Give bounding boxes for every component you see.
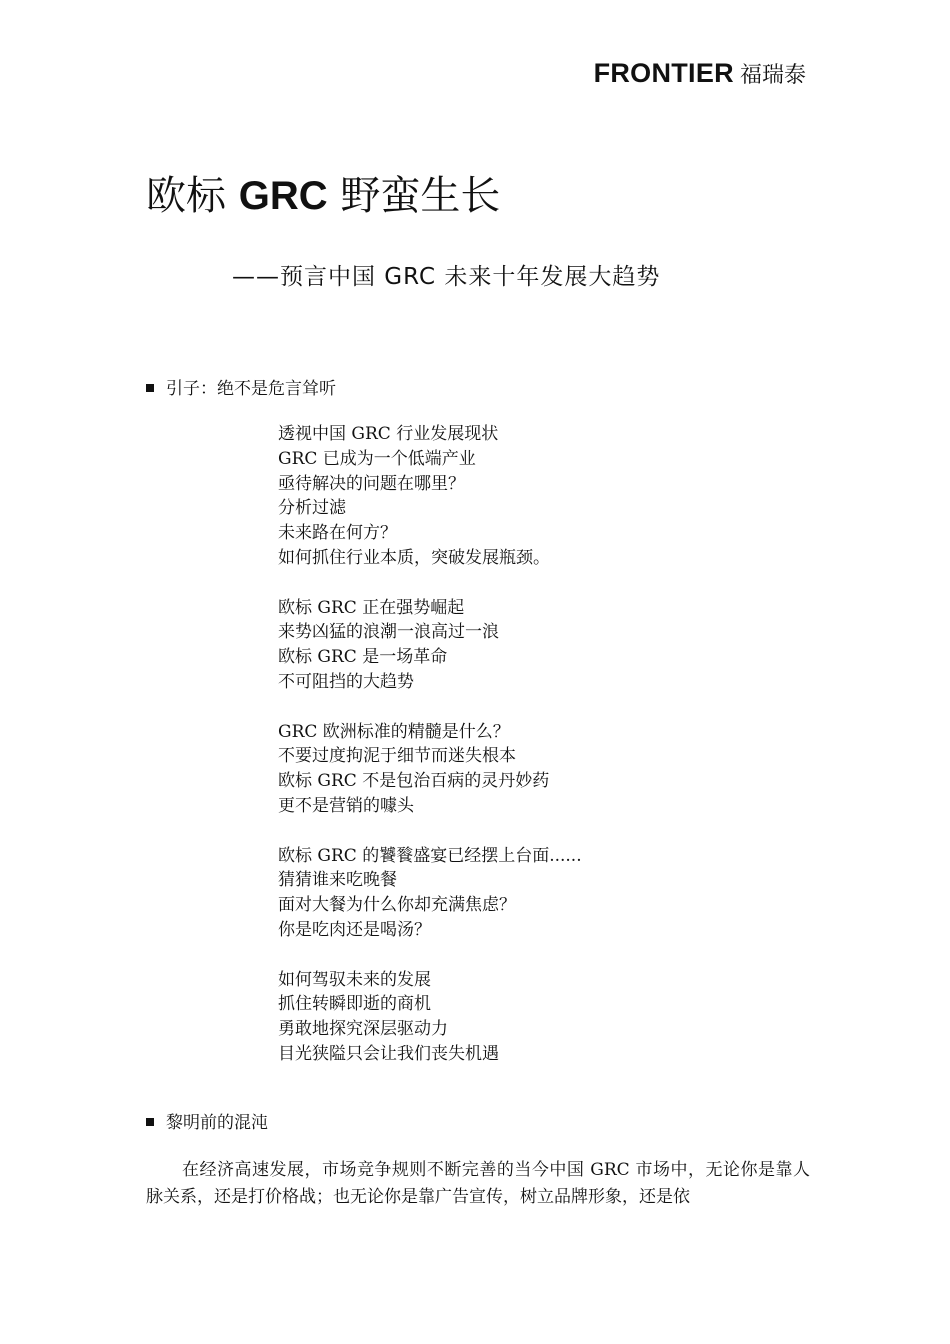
verse-line: 分析过滤 — [278, 498, 346, 519]
intro-verse — [278, 422, 582, 1092]
verse-line: 透视中国 GRC 行业发展现状 — [278, 424, 499, 444]
body-paragraph: 在经济高速发展，市场竞争规则不断完善的当今中国 GRC 市场中，无论你是靠人脉关系，还是打价格战；也无论你是靠广告宣传，树立品牌形象，还是依 — [146, 1160, 810, 1207]
verse-line: 来势凶猛的浪潮一浪高过一浪 — [278, 622, 499, 643]
verse-line: GRC 欧洲标准的精髓是什么？ — [278, 721, 510, 742]
verse-line: 不可阻挡的大趋势 — [278, 671, 414, 692]
section-heading-text: 黎明前的混沌 — [166, 1113, 268, 1133]
verse-line: 猜猜谁来吃晚餐 — [278, 870, 397, 891]
verse-line: 未来路在何方？ — [278, 523, 397, 544]
verse-line: 目光狭隘只会让我们丧失机遇 — [278, 1043, 499, 1064]
square-bullet-icon — [146, 1118, 154, 1126]
brand-header — [594, 58, 806, 89]
verse-stanza — [278, 968, 582, 1067]
title-suffix: 野蛮生长 — [327, 173, 501, 219]
verse-line: 欧标 GRC 的饕餮盛宴已经摆上台面...... — [278, 845, 582, 866]
verse-line: 欧标 GRC 正在强势崛起 — [278, 597, 465, 618]
brand-name-zh: 福瑞泰 — [739, 63, 806, 88]
verse-line: 如何驾驭未来的发展 — [278, 969, 431, 990]
verse-line: 面对大餐为什么你却充满焦虑？ — [278, 895, 516, 916]
verse-line: 不要过度拘泥于细节而迷失根本 — [278, 746, 516, 767]
verse-stanza — [278, 720, 582, 819]
section-heading-dawn — [146, 1110, 268, 1136]
title-prefix: 欧标 — [146, 173, 239, 219]
verse-stanza — [278, 596, 582, 695]
section-heading-text: 引子：绝不是危言耸听 — [166, 379, 336, 399]
verse-stanza — [278, 422, 582, 571]
title-grc: GRC — [238, 174, 328, 218]
section-heading-intro — [146, 376, 336, 402]
verse-line: 勇敢地探究深层驱动力 — [278, 1019, 448, 1040]
verse-line: 你是吃肉还是喝汤？ — [278, 919, 431, 940]
verse-line: 如何抓住行业本质，突破发展瓶颈。 — [278, 547, 550, 568]
brand-name-en: FRONTIER — [593, 58, 734, 88]
square-bullet-icon — [146, 384, 154, 392]
verse-line: GRC 已成为一个低端产业 — [278, 448, 476, 469]
verse-line: 欧标 GRC 不是包治百病的灵丹妙药 — [278, 771, 550, 792]
verse-line: 欧标 GRC 是一场革命 — [278, 647, 448, 668]
verse-line: 更不是营销的噱头 — [278, 795, 414, 816]
verse-stanza — [278, 844, 582, 943]
document-subtitle: ——预言中国 GRC 未来十年发展大趋势 — [232, 264, 661, 290]
verse-line: 亟待解决的问题在哪里？ — [278, 473, 465, 494]
verse-line: 抓住转瞬即逝的商机 — [278, 994, 431, 1015]
document-title — [146, 168, 500, 224]
